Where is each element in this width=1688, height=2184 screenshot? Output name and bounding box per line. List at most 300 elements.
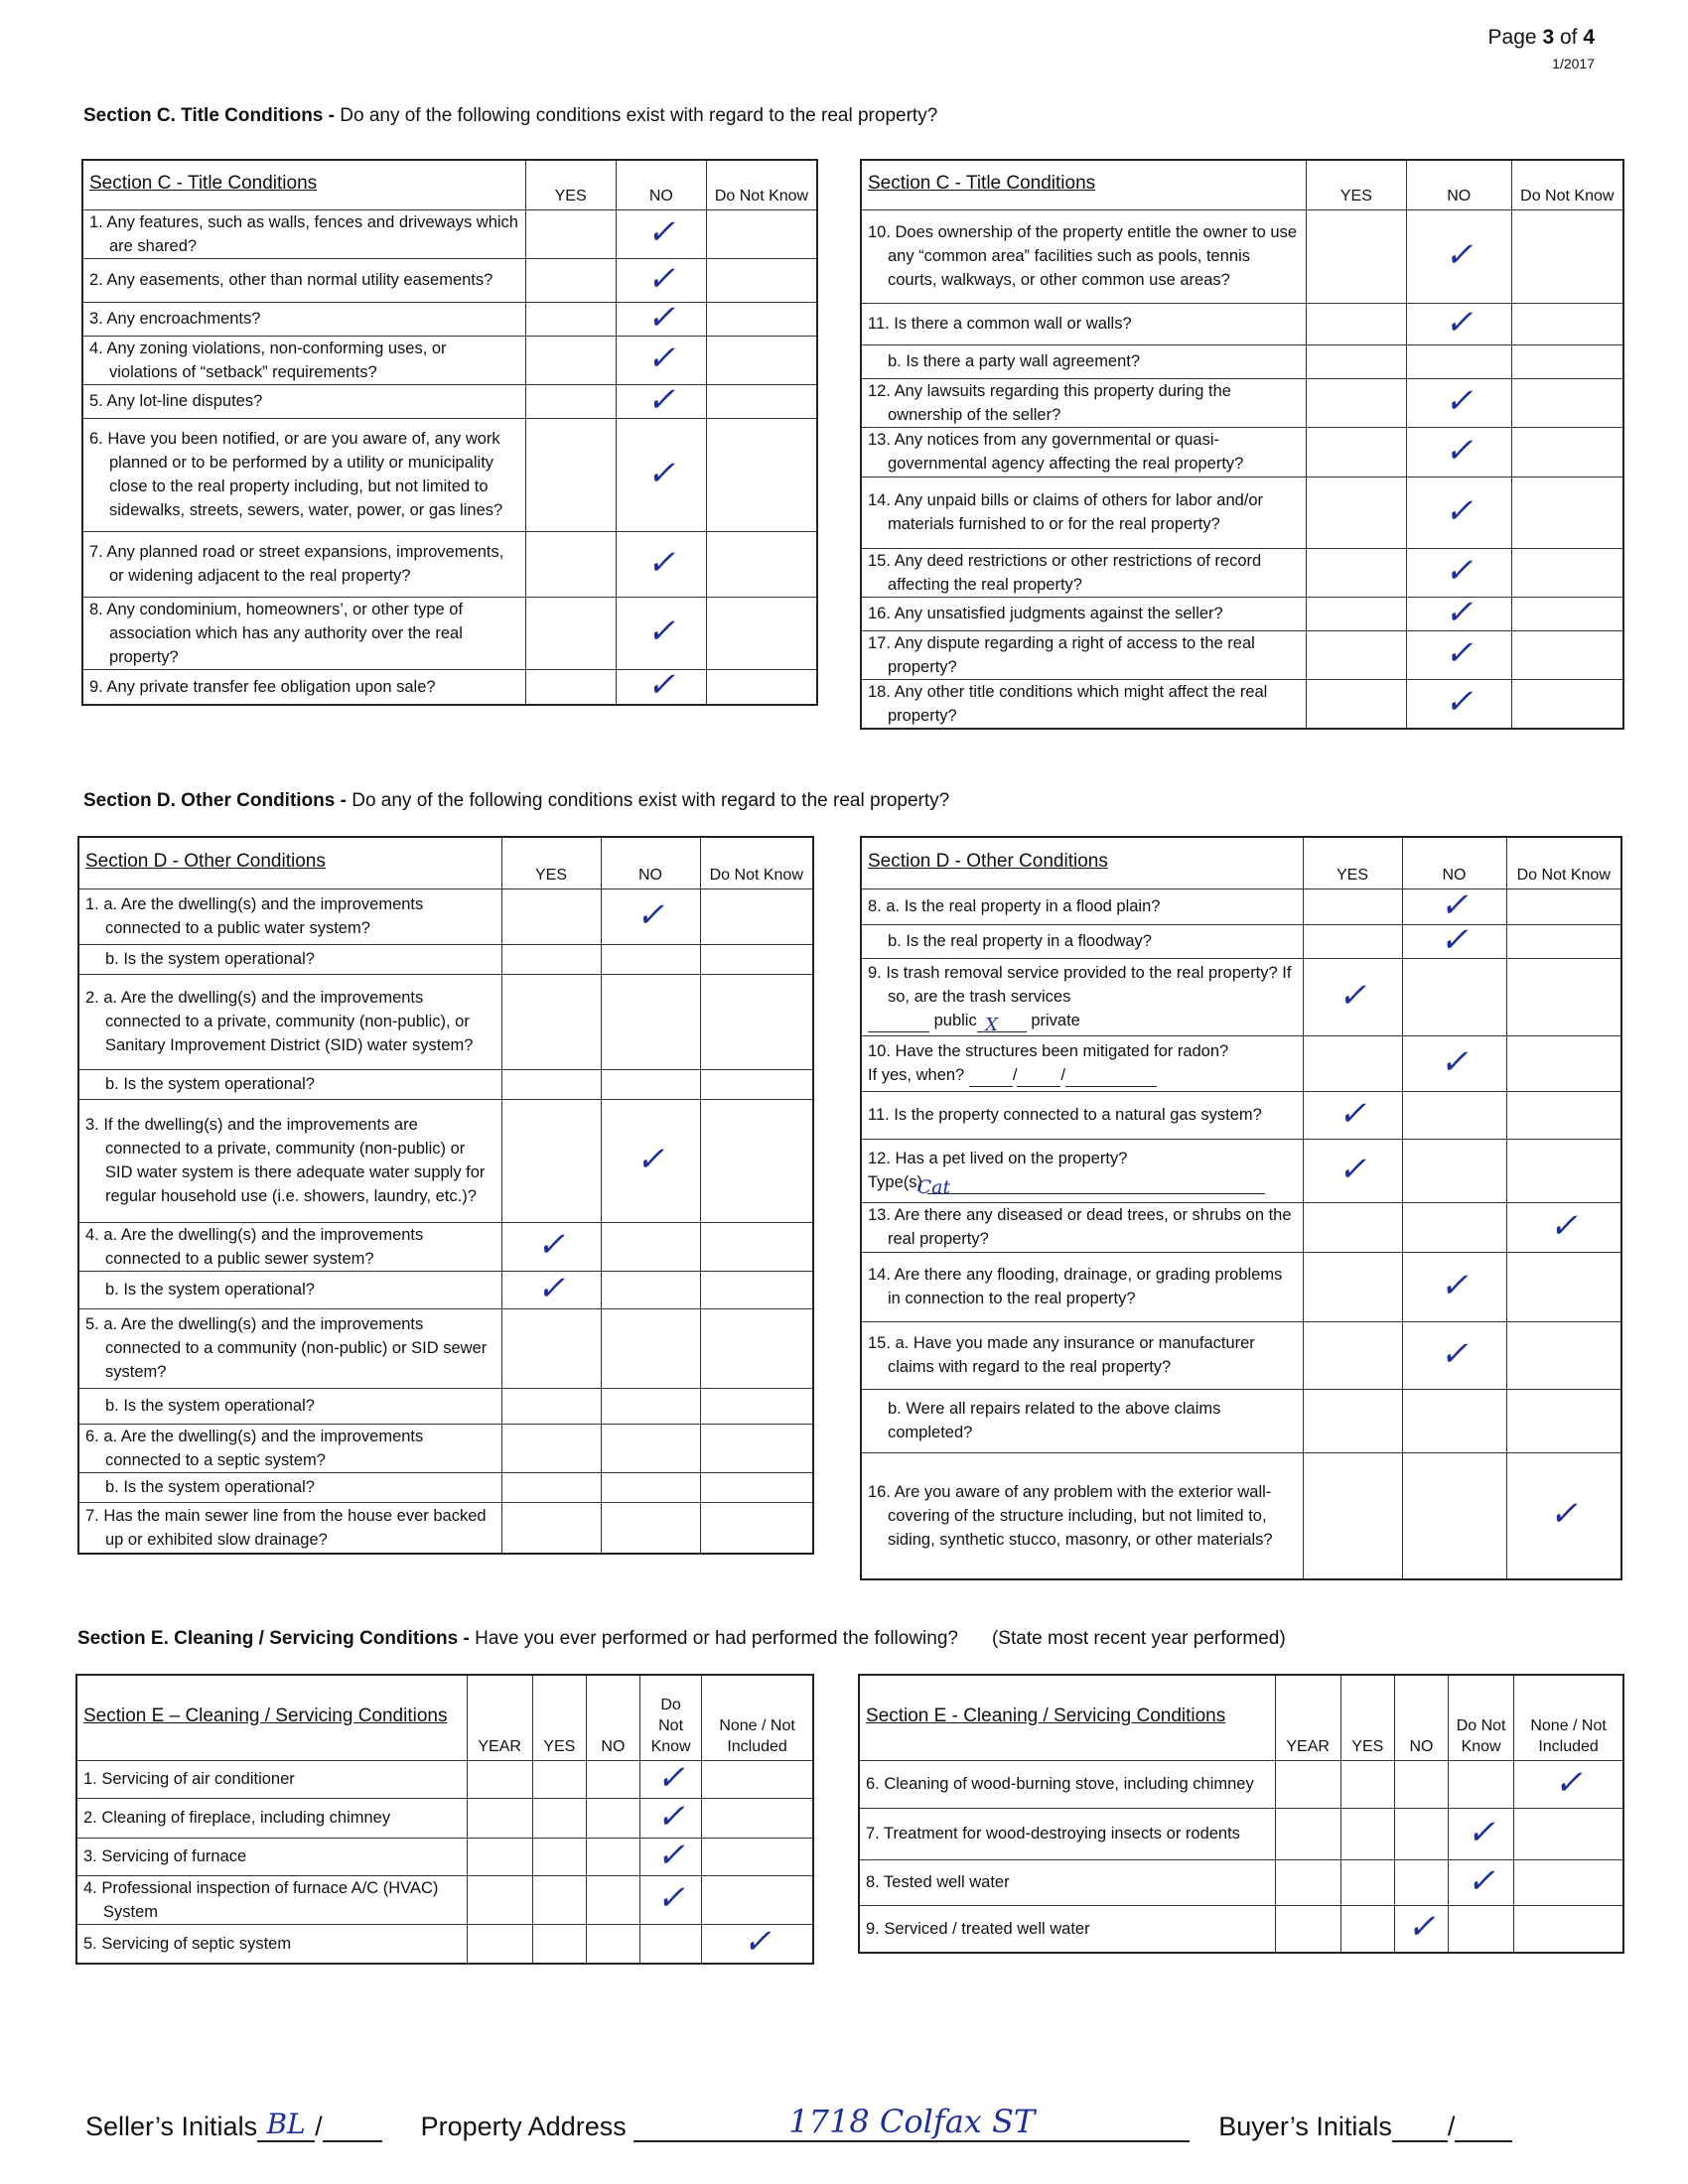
answer-year[interactable] (467, 1838, 532, 1875)
col-no: NO (1394, 1675, 1448, 1760)
question-text: 7. Any planned road or street expansions, improvements, or widening adjacent to the real property? (82, 531, 525, 597)
question-text: b. Were all repairs related to the above claims completed? (861, 1389, 1303, 1452)
answer-do-not-know[interactable] (706, 384, 817, 418)
answer-do-not-know[interactable] (640, 1924, 702, 1964)
answer-no[interactable] (1406, 548, 1511, 597)
answer-yes[interactable] (525, 531, 616, 597)
answer-no[interactable] (616, 297, 706, 338)
col-no: NO (616, 160, 706, 209)
answer-no[interactable] (586, 1875, 639, 1924)
answer-none-not-included[interactable] (702, 1798, 813, 1838)
answer-no[interactable] (616, 531, 706, 597)
radon-day-field[interactable] (1017, 1068, 1060, 1087)
trash-private-field[interactable]: X (977, 1014, 1027, 1032)
answer-yes[interactable] (532, 1924, 586, 1964)
answer-yes[interactable] (501, 1099, 601, 1222)
answer-do-not-know[interactable] (706, 669, 817, 705)
answer-yes[interactable] (525, 597, 616, 669)
question-row (82, 669, 817, 705)
checkmark: ✓ (1444, 490, 1474, 531)
answer-do-not-know[interactable] (1511, 303, 1623, 344)
seller-initials-field[interactable]: BL (257, 2108, 315, 2142)
answer-do-not-know[interactable] (1511, 548, 1623, 597)
answer-yes[interactable] (1303, 1389, 1402, 1452)
answer-no[interactable] (1402, 1452, 1506, 1579)
question-row (78, 1271, 813, 1308)
answer-no[interactable] (586, 1798, 639, 1838)
answer-do-not-know[interactable] (700, 1069, 813, 1099)
question-text: 2. Cleaning of fireplace, including chimney (76, 1798, 467, 1838)
answer-no[interactable] (601, 974, 700, 1069)
answer-no[interactable] (1394, 1905, 1448, 1953)
answer-no[interactable] (601, 1388, 700, 1424)
answer-yes[interactable] (501, 1069, 601, 1099)
answer-do-not-know[interactable] (1449, 1760, 1514, 1808)
pet-type-field[interactable]: Cat (927, 1175, 1265, 1194)
checkmark: ✓ (646, 379, 676, 420)
question-row (82, 258, 817, 302)
answer-yes[interactable] (501, 1308, 601, 1388)
col-yes: YES (1307, 160, 1407, 209)
service-row (76, 1924, 813, 1964)
answer-no[interactable] (1402, 919, 1506, 960)
answer-year[interactable] (467, 1924, 532, 1964)
answer-no[interactable] (1402, 1252, 1506, 1321)
answer-no[interactable] (616, 418, 706, 531)
answer-yes[interactable] (501, 1424, 601, 1472)
answer-do-not-know[interactable] (640, 1798, 702, 1838)
question-text: 3. Any encroachments? (82, 302, 525, 336)
answer-year[interactable] (467, 1875, 532, 1924)
answer-no[interactable] (616, 665, 706, 706)
answer-no[interactable] (1402, 1035, 1506, 1091)
question-row (861, 427, 1623, 477)
checkmark: ✓ (1440, 919, 1469, 960)
answer-yes[interactable] (501, 1388, 601, 1424)
col-do-not-know: Do Not Know (700, 837, 813, 888)
question-row (861, 548, 1623, 597)
answer-none-not-included[interactable] (702, 1924, 813, 1964)
answer-do-not-know[interactable] (640, 1757, 702, 1798)
answer-do-not-know[interactable] (700, 888, 813, 944)
question-text: 16. Any unsatisfied judgments against the seller? (861, 597, 1307, 630)
answer-no[interactable] (1406, 477, 1511, 548)
answer-year[interactable] (467, 1760, 532, 1798)
answer-none-not-included[interactable] (702, 1875, 813, 1924)
answer-no[interactable] (616, 379, 706, 420)
section-e-left-table (75, 1674, 814, 1965)
answer-yes[interactable] (1303, 1452, 1402, 1579)
question-text: 11. Is the property connected to a natural gas system? (861, 1091, 1303, 1139)
trash-public-field[interactable] (868, 1014, 929, 1032)
checkmark: ✓ (656, 1757, 685, 1798)
answer-yes[interactable] (525, 209, 616, 258)
checkmark: ✓ (1337, 1149, 1367, 1189)
answer-no[interactable] (601, 1222, 700, 1271)
question-text: b. Is the system operational? (78, 944, 501, 974)
answer-yes[interactable] (525, 302, 616, 336)
answer-do-not-know[interactable] (1506, 1139, 1621, 1202)
answer-do-not-know[interactable] (1511, 378, 1623, 427)
answer-do-not-know[interactable] (1506, 1091, 1621, 1139)
answer-no[interactable] (1406, 592, 1511, 632)
answer-yes[interactable] (501, 974, 601, 1069)
answer-do-not-know[interactable] (1449, 1905, 1514, 1953)
answer-yes[interactable] (1307, 378, 1407, 427)
checkmark: ✓ (1444, 381, 1474, 421)
col-no: NO (586, 1675, 639, 1760)
answer-yes[interactable] (1340, 1905, 1394, 1953)
seller-initials-field-2[interactable] (323, 2140, 382, 2142)
answer-no[interactable] (1406, 630, 1511, 679)
section-d-title: Section D - Other Conditions (78, 837, 501, 888)
answer-no[interactable] (601, 1424, 700, 1472)
checkmark: ✓ (1337, 1093, 1367, 1134)
checkmark: ✓ (635, 894, 665, 935)
question-text: 2. Any easements, other than normal utility easements? (82, 258, 525, 302)
answer-no[interactable] (1406, 344, 1511, 378)
answer-none-not-included[interactable] (702, 1760, 813, 1798)
answer-no[interactable] (1406, 427, 1511, 477)
question-row (861, 679, 1623, 729)
answer-year[interactable] (1275, 1808, 1340, 1859)
answer-yes[interactable] (1303, 1091, 1402, 1139)
answer-yes[interactable] (501, 944, 601, 974)
question-text: 5. a. Are the dwelling(s) and the improvements connected to a community (non-public) or SID sewer system? (78, 1308, 501, 1388)
buyer-initials-field[interactable] (1392, 2140, 1448, 2142)
col-do-not-know: Do Not Know (1449, 1675, 1514, 1760)
question-text: 16. Are you aware of any problem with the exterior wall-covering of the structure including, but not limited to, siding, synthetic stucco, masonry, or other materials? (861, 1452, 1303, 1579)
checkmark: ✓ (646, 612, 676, 651)
answer-do-not-know[interactable] (700, 1472, 813, 1502)
answer-none-not-included[interactable] (1514, 1859, 1623, 1905)
form-revision: 1/2017 (1552, 56, 1595, 71)
answer-yes[interactable] (525, 418, 616, 531)
answer-yes[interactable] (501, 1502, 601, 1554)
answer-do-not-know[interactable] (700, 1424, 813, 1472)
col-no: NO (1406, 160, 1511, 209)
question-row (78, 1472, 813, 1502)
answer-do-not-know[interactable] (640, 1875, 702, 1924)
answer-yes[interactable] (501, 1472, 601, 1502)
answer-yes[interactable] (1307, 427, 1407, 477)
answer-yes[interactable] (1307, 303, 1407, 344)
checkmark: ✓ (1337, 975, 1367, 1016)
question-row (78, 1069, 813, 1099)
question-row (861, 1202, 1621, 1252)
question-row (861, 630, 1623, 679)
radon-month-field[interactable] (969, 1068, 1013, 1087)
answer-do-not-know[interactable] (1511, 597, 1623, 630)
answer-year[interactable] (1275, 1859, 1340, 1905)
answer-no[interactable] (616, 597, 706, 669)
checkmark: ✓ (656, 1796, 685, 1837)
question-text: 6. Have you been notified, or are you aware of, any work planned or to be performed by a utility or municipality close to the real property including, but not limited to sidewalks, streets, sewers, water, power, or gas lines? (82, 418, 525, 531)
question-row (78, 974, 813, 1069)
answer-none-not-included[interactable] (1514, 1760, 1623, 1808)
answer-do-not-know[interactable] (1449, 1808, 1514, 1859)
answer-no[interactable] (1402, 1321, 1506, 1389)
col-yes: YES (532, 1675, 586, 1760)
section-d-intro: Section D. Other Conditions - Do any of the following conditions exist with regard to the real property? (83, 790, 950, 811)
radon-year-field[interactable] (1065, 1068, 1157, 1087)
answer-no[interactable] (586, 1760, 639, 1798)
answer-do-not-know[interactable] (700, 1308, 813, 1388)
checkmark: ✓ (1444, 592, 1474, 632)
answer-no[interactable] (1406, 303, 1511, 344)
service-row (76, 1798, 813, 1838)
answer-do-not-know[interactable] (1506, 1035, 1621, 1091)
question-text: 5. Any lot-line disputes? (82, 384, 525, 418)
answer-yes[interactable] (532, 1760, 586, 1798)
answer-do-not-know[interactable] (1511, 477, 1623, 548)
answer-no[interactable] (1406, 378, 1511, 427)
answer-do-not-know[interactable] (700, 974, 813, 1069)
property-address-label: Property Address (420, 2112, 627, 2141)
answer-year[interactable] (1275, 1905, 1340, 1953)
service-row (76, 1838, 813, 1875)
answer-do-not-know[interactable] (700, 1222, 813, 1271)
col-yes: YES (525, 160, 616, 209)
answer-no[interactable] (616, 258, 706, 302)
checkmark: ✓ (646, 212, 676, 252)
checkmark: ✓ (646, 339, 676, 378)
checkmark: ✓ (1549, 1205, 1578, 1246)
answer-no[interactable] (1394, 1808, 1448, 1859)
answer-yes[interactable] (525, 669, 616, 705)
question-row (861, 209, 1623, 303)
answer-yes[interactable] (525, 384, 616, 418)
question-text: 18. Any other title conditions which might affect the real property? (861, 679, 1307, 729)
answer-no[interactable] (1406, 209, 1511, 303)
answer-yes[interactable] (532, 1798, 586, 1838)
checkmark: ✓ (1549, 1494, 1578, 1535)
question-row (861, 1389, 1621, 1452)
answer-no[interactable] (601, 1099, 700, 1222)
answer-year[interactable] (1275, 1760, 1340, 1808)
col-yes: YES (501, 837, 601, 888)
question-text: b. Is the system operational? (78, 1472, 501, 1502)
answer-no[interactable] (1394, 1760, 1448, 1808)
answer-do-not-know[interactable] (1506, 1202, 1621, 1252)
answer-do-not-know[interactable] (1449, 1859, 1514, 1905)
question-text: 13. Any notices from any governmental or quasi-governmental agency affecting the real property? (861, 427, 1307, 477)
answer-yes[interactable] (1303, 924, 1402, 958)
col-do-not-know: Do Not Know (640, 1675, 702, 1760)
answer-do-not-know[interactable] (1506, 1389, 1621, 1452)
question-text: 1. a. Are the dwelling(s) and the improvements connected to a public water system? (78, 888, 501, 944)
checkmark: ✓ (1440, 1265, 1469, 1305)
property-address-field[interactable]: 1718 Colfax ST (633, 2103, 1190, 2142)
answer-do-not-know[interactable] (700, 944, 813, 974)
answer-do-not-know[interactable] (706, 597, 817, 669)
answer-yes[interactable] (525, 258, 616, 302)
answer-no[interactable] (1402, 1202, 1506, 1252)
answer-yes[interactable] (1307, 679, 1407, 729)
answer-no[interactable] (601, 1308, 700, 1388)
service-row (76, 1760, 813, 1798)
section-c-intro: Section C. Title Conditions - Do any of the following conditions exist with regard to the real property? (83, 105, 938, 126)
answer-no[interactable] (586, 1924, 639, 1964)
answer-yes[interactable] (1303, 1202, 1402, 1252)
answer-yes[interactable] (525, 336, 616, 384)
question-row (861, 924, 1621, 958)
answer-year[interactable] (467, 1798, 532, 1838)
buyer-initials-field-2[interactable] (1455, 2140, 1512, 2142)
answer-no[interactable] (1402, 1139, 1506, 1202)
answer-no[interactable] (1402, 1389, 1506, 1452)
answer-yes[interactable] (501, 1268, 601, 1308)
answer-do-not-know[interactable] (706, 336, 817, 384)
col-year: YEAR (467, 1675, 532, 1760)
answer-none-not-included[interactable] (1514, 1808, 1623, 1859)
answer-yes[interactable] (501, 888, 601, 944)
question-text: 7. Has the main sewer line from the house ever backed up or exhibited slow drainage? (78, 1502, 501, 1554)
answer-yes[interactable] (1307, 344, 1407, 378)
answer-do-not-know[interactable] (700, 1388, 813, 1424)
question-text: 4. Any zoning violations, non-conforming uses, or violations of “setback” requirements? (82, 336, 525, 384)
section-c-title: Section C - Title Conditions (82, 160, 525, 209)
question-text: 2. a. Are the dwelling(s) and the improvements connected to a private, community (non-public), or Sanitary Improvement District (SID) water system? (78, 974, 501, 1069)
answer-yes[interactable] (1340, 1808, 1394, 1859)
question-row (82, 336, 817, 384)
seller-initials-label: Seller’s Initials (85, 2112, 258, 2141)
answer-yes[interactable] (1303, 1139, 1402, 1202)
checkmark: ✓ (1440, 885, 1469, 925)
checkmark: ✓ (536, 1225, 566, 1265)
answer-yes[interactable] (532, 1875, 586, 1924)
question-text: 9. Is trash removal service provided to the real property? If so, are the trash services public X private (861, 958, 1303, 1035)
answer-do-not-know[interactable] (640, 1835, 702, 1875)
question-text: b. Is the system operational? (78, 1069, 501, 1099)
question-text: 13. Are there any diseased or dead trees, or shrubs on the real property? (861, 1202, 1303, 1252)
question-text: b. Is there a party wall agreement? (861, 344, 1307, 378)
answer-yes[interactable] (1307, 209, 1407, 303)
answer-no[interactable] (1402, 885, 1506, 925)
question-row (82, 384, 817, 418)
answer-do-not-know[interactable] (700, 1502, 813, 1554)
answer-no[interactable] (1402, 1091, 1506, 1139)
checkmark: ✓ (646, 542, 676, 583)
question-text: 8. Any condominium, homeowners’, or other type of association which has any authority over the real property? (82, 597, 525, 669)
answer-no[interactable] (1394, 1859, 1448, 1905)
question-text: 1. Servicing of air conditioner (76, 1760, 467, 1798)
answer-no[interactable] (601, 888, 700, 944)
trash-service-options: public X private (868, 1009, 1297, 1032)
answer-no[interactable] (616, 336, 706, 384)
answer-no[interactable] (601, 1271, 700, 1308)
col-none-not-included: None / Not Included (702, 1675, 813, 1760)
col-do-not-know: Do Not Know (1506, 837, 1621, 888)
answer-no[interactable] (601, 944, 700, 974)
question-row (82, 418, 817, 531)
answer-no[interactable] (616, 209, 706, 258)
answer-do-not-know[interactable] (700, 1271, 813, 1308)
answer-do-not-know[interactable] (1511, 427, 1623, 477)
question-row (78, 1502, 813, 1554)
answer-no[interactable] (601, 1472, 700, 1502)
answer-yes[interactable] (1340, 1760, 1394, 1808)
answer-no[interactable] (1402, 958, 1506, 1035)
service-row (859, 1905, 1623, 1953)
answer-do-not-know[interactable] (700, 1099, 813, 1222)
checkmark: ✓ (646, 665, 676, 706)
checkmark: ✓ (635, 1139, 665, 1179)
answer-do-not-know[interactable] (1511, 344, 1623, 378)
answer-yes[interactable] (1303, 958, 1402, 1035)
answer-do-not-know[interactable] (1506, 924, 1621, 958)
answer-do-not-know[interactable] (1511, 630, 1623, 679)
checkmark: ✓ (656, 1878, 685, 1918)
question-text: 6. Cleaning of wood-burning stove, including chimney (859, 1760, 1275, 1808)
question-text: 14. Are there any flooding, drainage, or grading problems in connection to the real property? (861, 1252, 1303, 1321)
footer: Seller’s Initials BL / Property Address 1718 Colfax ST Buyer’s Initials / (85, 2103, 1512, 2142)
question-row (861, 958, 1621, 1035)
checkmark: ✓ (1444, 682, 1474, 722)
answer-yes[interactable] (1307, 630, 1407, 679)
checkmark: ✓ (1444, 551, 1474, 591)
service-row (859, 1859, 1623, 1905)
question-text: 3. Servicing of furnace (76, 1838, 467, 1875)
answer-yes[interactable] (532, 1838, 586, 1875)
answer-do-not-know[interactable] (1506, 1452, 1621, 1579)
answer-yes[interactable] (1303, 888, 1402, 924)
question-row (78, 1388, 813, 1424)
answer-do-not-know[interactable] (706, 418, 817, 531)
checkmark: ✓ (536, 1268, 566, 1308)
answer-yes[interactable] (1307, 548, 1407, 597)
radon-date-line: If yes, when? / / (868, 1063, 1297, 1087)
question-text: 8. Tested well water (859, 1859, 1275, 1905)
answer-do-not-know[interactable] (1506, 1252, 1621, 1321)
question-row (78, 1222, 813, 1271)
question-row (861, 1321, 1621, 1389)
answer-do-not-know[interactable] (706, 258, 817, 302)
checkmark: ✓ (656, 1835, 685, 1875)
question-text: 10. Have the structures been mitigated for radon? If yes, when? / / (861, 1035, 1303, 1091)
answer-none-not-included[interactable] (702, 1838, 813, 1875)
section-e-title: Section E – Cleaning / Servicing Conditions (76, 1675, 467, 1760)
answer-yes[interactable] (1303, 1252, 1402, 1321)
answer-yes[interactable] (1340, 1859, 1394, 1905)
checkmark: ✓ (1554, 1762, 1583, 1803)
answer-yes[interactable] (1307, 597, 1407, 630)
answer-do-not-know[interactable] (1506, 958, 1621, 1035)
section-d-title: Section D - Other Conditions (861, 837, 1303, 888)
answer-do-not-know[interactable] (1511, 679, 1623, 729)
section-e-note: (State most recent year performed) (991, 1628, 1286, 1649)
question-row (82, 209, 817, 258)
answer-no[interactable] (1406, 679, 1511, 729)
answer-yes[interactable] (1303, 1321, 1402, 1389)
answer-yes[interactable] (1303, 1035, 1402, 1091)
answer-do-not-know[interactable] (706, 302, 817, 336)
answer-do-not-know[interactable] (706, 531, 817, 597)
answer-do-not-know[interactable] (1506, 888, 1621, 924)
answer-none-not-included[interactable] (1514, 1905, 1623, 1953)
checkmark: ✓ (1444, 234, 1474, 275)
col-yes: YES (1303, 837, 1402, 888)
answer-do-not-know[interactable] (1506, 1321, 1621, 1389)
answer-do-not-know[interactable] (1511, 209, 1623, 303)
answer-no[interactable] (601, 1069, 700, 1099)
answer-no[interactable] (586, 1838, 639, 1875)
answer-no[interactable] (601, 1502, 700, 1554)
answer-do-not-know[interactable] (706, 209, 817, 258)
question-text: 15. a. Have you made any insurance or manufacturer claims with regard to the real property? (861, 1321, 1303, 1389)
answer-yes[interactable] (501, 1222, 601, 1271)
answer-yes[interactable] (1307, 477, 1407, 548)
